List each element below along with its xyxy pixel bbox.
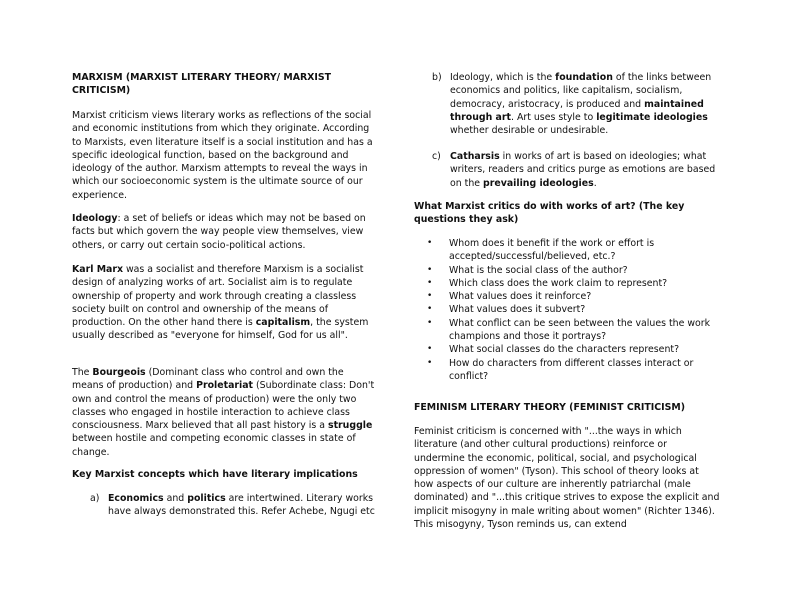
list-label-b: b)	[432, 72, 442, 83]
bullet-icon: •	[427, 317, 433, 328]
list-item: • What social classes do the characters represent?	[427, 344, 680, 356]
marxism-intro-paragraph: Marxist criticism views literary works as reflections of the social and economic institutions from which they originate. According to Marxists, even literature itself is a social institution and has a specific ideological function, based on the background and ideology of the author. Marxism attempts to reveal the ways in which our socioeconomic system is the ultimate source of our experience.	[72, 110, 373, 201]
list-label-c: c)	[432, 151, 441, 162]
list-item: • What values does it subvert?	[427, 304, 586, 316]
list-item: • How do characters from different classes interact or conflict?	[427, 357, 694, 382]
bullet-icon: •	[427, 264, 433, 275]
bourgeois-term: Bourgeois	[92, 367, 146, 378]
list-item: • Which class does the work claim to represent?	[427, 277, 668, 289]
marxism-title: MARXISM (MARXIST LITERARY THEORY/ MARXIST CRITICISM)	[72, 72, 332, 97]
karl-marx-name: Karl Marx	[72, 264, 124, 275]
list-item: • What values does it reinforce?	[427, 291, 592, 303]
feminism-paragraph: Feminist criticism is concerned with "...the ways in which literature (and other cultural productions) reinforce or undermine the economic, political, social, and psychological oppression of women" (Tyson). This school of theory looks at how aspects of our culture are inherently patriarchal (male dominated) and "...this critique strives to expose the explicit and implicit misogyny in male writing about women" (Richter 1346). This misogyny, Tyson reminds us, can extend	[414, 426, 720, 531]
bullet-icon: •	[427, 238, 433, 248]
list-item: • What is the social class of the author?	[427, 264, 628, 276]
bullet-icon: •	[427, 291, 433, 302]
ideology-definition-paragraph: Ideology: a set of beliefs or ideas which may not be based on facts but which govern the way people view themselves, view others, or carry out certain socio-political actions.	[72, 213, 366, 251]
list-item: • Whom does it benefit if the work or effort is accepted/successful/believed, etc.?	[427, 238, 655, 263]
key-concepts-heading: Key Marxist concepts which have literary implications	[72, 469, 358, 480]
feminism-title: FEMINISM LITERARY THEORY (FEMINIST CRITICISM)	[414, 402, 686, 413]
key-questions-heading: What Marxist critics do with works of art? (The key questions they ask)	[414, 201, 685, 226]
struggle-term: struggle	[328, 420, 373, 432]
bullet-icon: •	[427, 357, 433, 368]
concept-item-b: b) Ideology, which is the foundation of the links between economics and politics, like capitalism, socialism, democracy, aristocracy, is produced and maintained through art. Art uses style to legitimate ideologies whether desirable or undesirable.	[432, 72, 712, 137]
capitalism-term: capitalism	[255, 317, 311, 329]
karl-marx-paragraph: Karl Marx was a socialist and therefore Marxism is a socialist design of analyzing works of art. Socialist aim is to regulate ownership of property and work through creating a classless society built on control and ownership of the means of production. On the other hand there is capitalism, the system usually described as "everyone for himself, God for us all".	[72, 264, 369, 342]
bullet-icon: •	[427, 277, 433, 288]
list-label-a: a)	[90, 493, 100, 504]
proletariat-term: Proletariat	[196, 380, 254, 392]
key-questions-list	[414, 237, 720, 383]
bullet-icon: •	[427, 344, 433, 355]
classes-paragraph: The Bourgeois (Dominant class who control and own the means of production) and Proletariat (Subordinate class: Don't own and control the means of production) were the only two classes who engaged in hostile interaction to achieve class consciousness. Marx believed that all past history is a struggle between hostile and competing economic classes in state of change.	[72, 367, 375, 458]
list-item: • What conflict can be seen between the values the work champions and those it portrays?	[427, 317, 711, 343]
bullet-icon: •	[427, 304, 433, 315]
concept-item-c: c) Catharsis in works of art is based on ideologies; what writers, readers and critics purge as emotions are based on the prevailing ideologies.	[432, 151, 716, 189]
concept-item-a: a) Economics and politics are intertwined. Literary works have always demonstrated this. Refer Achebe, Ngugi etc	[90, 493, 375, 518]
ideology-term: Ideology	[72, 213, 118, 224]
